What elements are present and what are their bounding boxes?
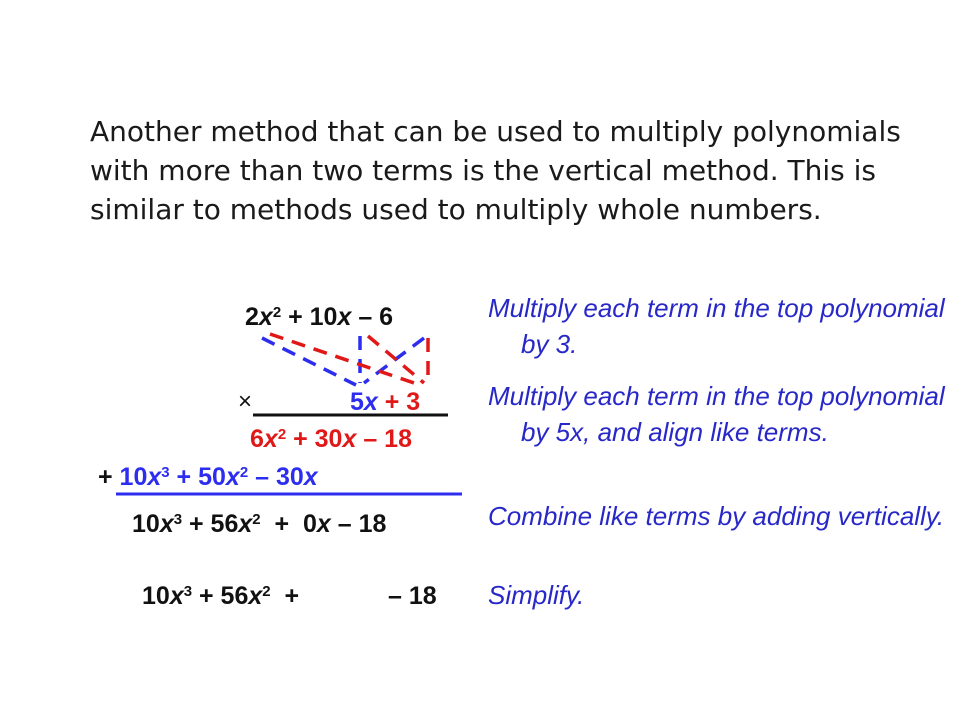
step-2-text: Multiply each term in the top polynomial by 5x, and align like terms. — [488, 381, 945, 447]
partial-product-by-5x: + $10x^3 + 50x^2 - 30x$ — [98, 463, 318, 491]
top-polynomial: $2x^2 + 10x - 6$ — [245, 303, 394, 331]
blue-line-6-to-5x — [364, 338, 424, 383]
blue-line-2x2-to-5x — [262, 338, 356, 385]
step-4-text: Simplify. — [488, 580, 585, 610]
step-3-text: Combine like terms by adding vertically. — [488, 501, 945, 531]
bottom-polynomial: 5x + 3 — [350, 388, 421, 416]
simplified-row: $10x^3 + 56x^2$ + — [142, 582, 300, 610]
step-1-text: Multiply each term in the top polynomial by 3. — [488, 293, 945, 359]
partial-product-by-3: $6x^2 + 30x - 18$ — [250, 425, 412, 453]
times-symbol: × — [238, 388, 253, 415]
sum-row: $10x^3 + 56x^2 + 0x - 18$ — [132, 510, 387, 538]
simplified-constant: – 18 — [388, 582, 437, 610]
intro-paragraph: Another method that can be used to multiply polynomials with more than two terms is the vertical method. This is similar to methods used to multiply whole numbers. — [90, 115, 901, 226]
